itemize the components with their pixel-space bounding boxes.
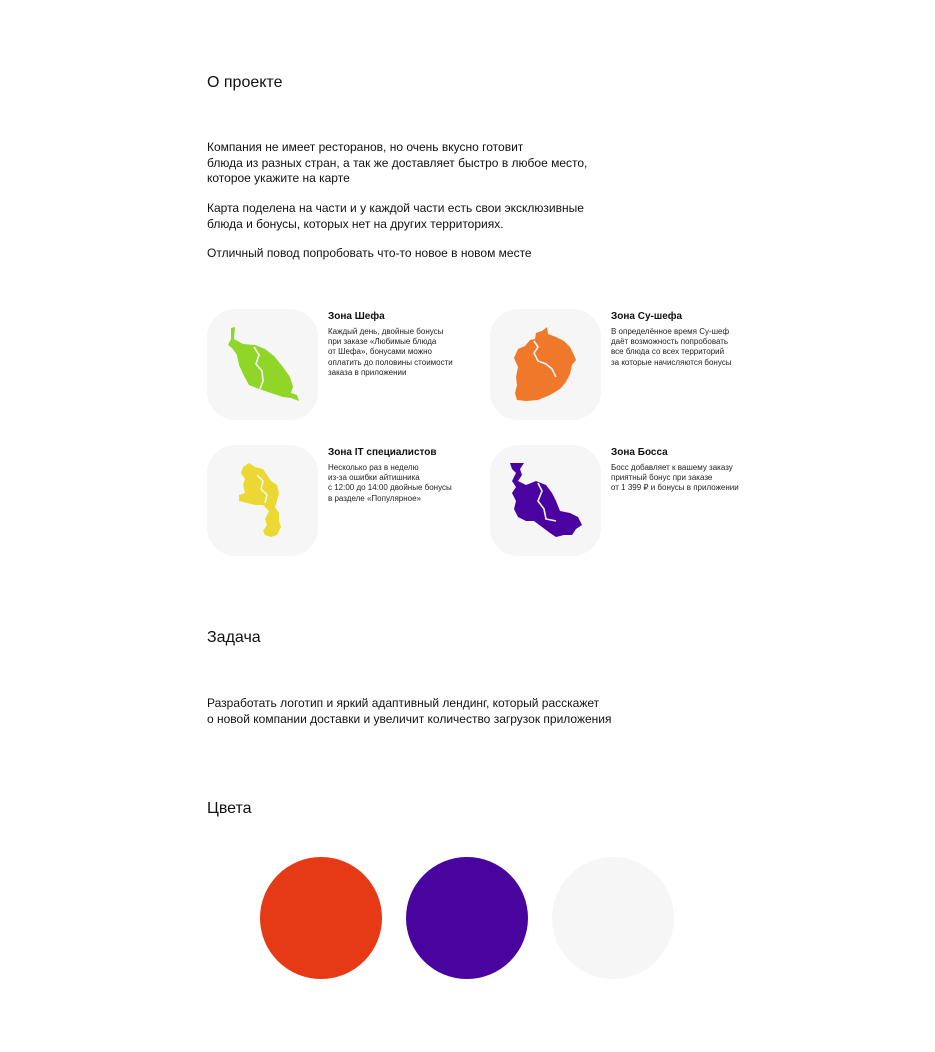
zone-title-chef: Зона Шефа bbox=[328, 311, 385, 322]
about-paragraph-3: Отличный повод попробовать что-то новое в новом месте bbox=[207, 246, 532, 260]
zone-tile-it bbox=[207, 445, 318, 556]
zone-tile-sous-chef bbox=[490, 309, 601, 420]
chef-zone-map-icon bbox=[207, 309, 318, 420]
boss-zone-map-icon bbox=[490, 445, 601, 556]
zone-description-sous-chef: В определённое время Су-шеф даёт возможность попробовать все блюда со всех территорий за которые начисляются бонусы bbox=[611, 327, 732, 367]
zone-card-boss bbox=[490, 445, 780, 557]
zone-card-sous-chef bbox=[490, 309, 780, 421]
zone-title-it: Зона IT специалистов bbox=[328, 447, 437, 458]
task-title: Задача bbox=[207, 629, 261, 646]
zone-tile-boss bbox=[490, 445, 601, 556]
zone-description-chef: Каждый день, двойные бонусы при заказе «Любимые блюда от Шефа», бонусами можно оплатить до половины стоимости заказа в приложении bbox=[328, 327, 453, 377]
zone-description-it: Несколько раз в неделю из-за ошибки айтишника с 12:00 до 14:00 двойные бонусы в разделе «Популярное» bbox=[328, 463, 452, 503]
task-text: Разработать логотип и яркий адаптивный лендинг, который расскажет о новой компании доставки и увеличит количество загрузок приложения bbox=[207, 696, 612, 726]
zone-card-it bbox=[207, 445, 497, 557]
zone-title-sous-chef: Зона Су-шефа bbox=[611, 311, 683, 322]
color-swatch-light-gray bbox=[552, 857, 674, 979]
color-swatch-purple bbox=[406, 857, 528, 979]
it-zone-map-icon bbox=[207, 445, 318, 556]
zone-title-boss: Зона Босса bbox=[611, 447, 668, 458]
about-title: О проекте bbox=[207, 74, 283, 91]
sous-chef-zone-map-icon bbox=[490, 309, 601, 420]
about-paragraph-2: Карта поделена на части и у каждой части есть свои эксклюзивные блюда и бонусы, которых нет на других территориях. bbox=[207, 201, 584, 231]
colors-title: Цвета bbox=[207, 800, 252, 817]
color-swatch-red bbox=[260, 857, 382, 979]
zone-description-boss: Босс добавляет к вашему заказу приятный бонус при заказе от 1 399 ₽ и бонусы в приложении bbox=[611, 463, 739, 493]
about-paragraph-1: Компания не имеет ресторанов, но очень вкусно готовит блюда из разных стран, а так же доставляет быстро в любое место, которое укажите на карте bbox=[207, 140, 588, 185]
zone-tile-chef bbox=[207, 309, 318, 420]
zone-card-chef bbox=[207, 309, 497, 421]
